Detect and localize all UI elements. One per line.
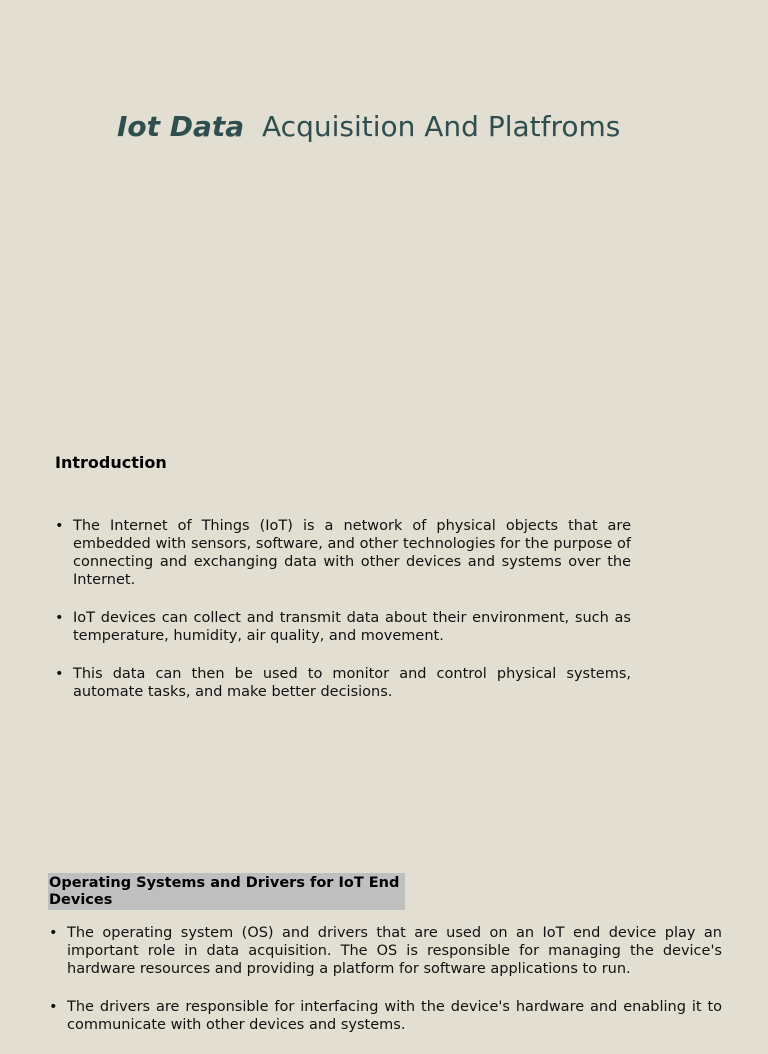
list-item — [49, 924, 722, 978]
title-regular-part: Acquisition And Platfroms — [262, 110, 621, 143]
title-bold-part: Iot Data — [117, 110, 245, 143]
bullet-text: The drivers are responsible for interfacing with the device's hardware and enabling it to communicate with other devices and systems. — [67, 999, 722, 1033]
bullet-text: The Internet of Things (IoT) is a network of physical objects that are embedded with sensors, software, and other technologies for the purpose of connecting and exchanging data with other devices and systems over the Internet. — [73, 518, 631, 588]
list-item — [55, 517, 631, 589]
introduction-list — [55, 517, 631, 721]
os-section-heading: Operating Systems and Drivers for IoT End Devices — [48, 873, 405, 910]
bullet-icon: • — [55, 610, 64, 626]
bullet-text: This data can then be used to monitor and control physical systems, automate tasks, and make better decisions. — [73, 666, 631, 700]
list-item — [55, 665, 631, 701]
page-title — [117, 110, 620, 143]
introduction-heading: Introduction — [55, 453, 167, 472]
bullet-icon: • — [55, 518, 64, 534]
list-item — [49, 998, 722, 1034]
bullet-icon: • — [49, 925, 58, 941]
bullet-text: The operating system (OS) and drivers that are used on an IoT end device play an important role in data acquisition. The OS is responsible for managing the device's hardware resources and providing a platform for software applications to run. — [67, 925, 722, 977]
bullet-text: IoT devices can collect and transmit data about their environment, such as temperature, humidity, air quality, and movement. — [73, 610, 631, 644]
list-item — [55, 609, 631, 645]
os-section-list — [49, 924, 722, 1054]
bullet-icon: • — [55, 666, 64, 682]
bullet-icon: • — [49, 999, 58, 1015]
